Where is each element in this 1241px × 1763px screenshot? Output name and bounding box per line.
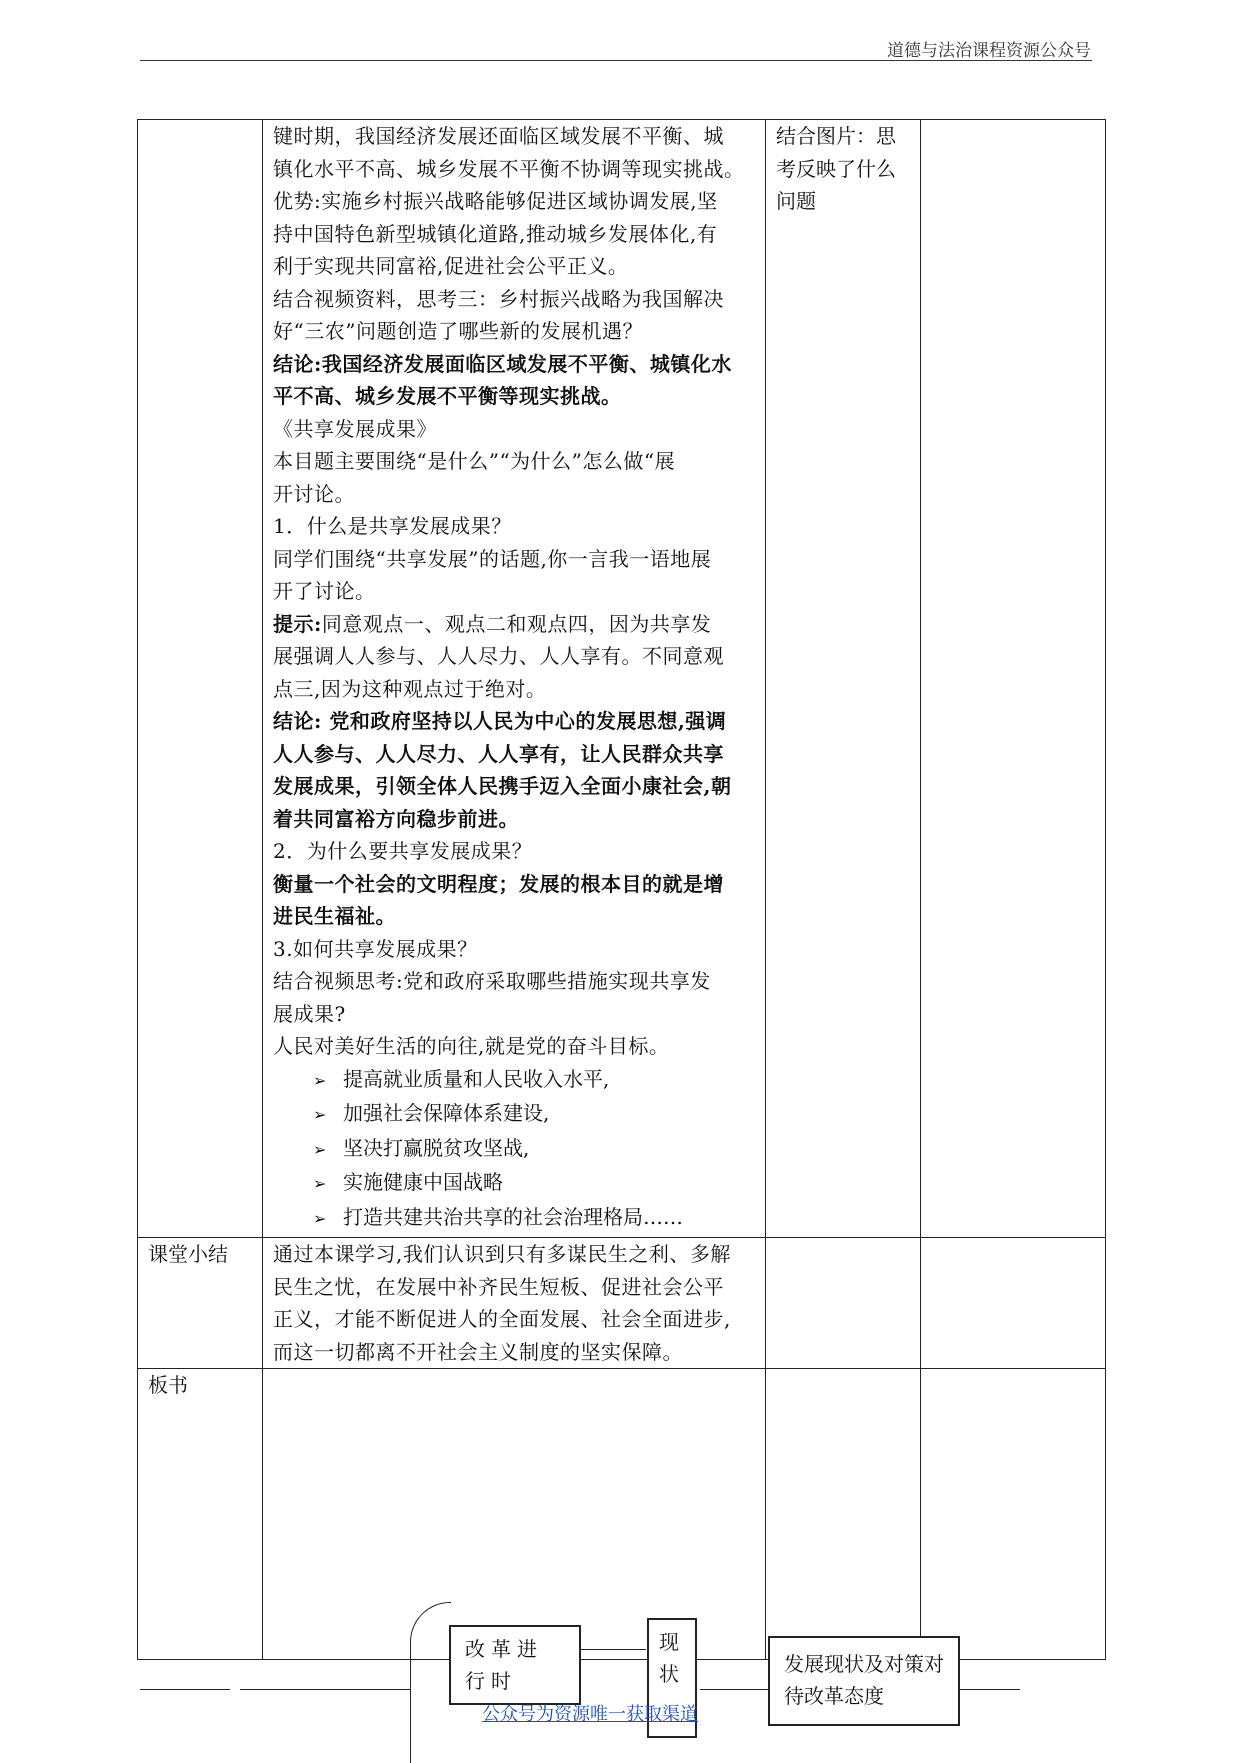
content-line: 《共享发展成果》	[273, 416, 437, 441]
header-source-label: 道德与法治课程资源公众号	[887, 41, 1091, 61]
table-row-summary	[138, 1238, 1106, 1369]
content-line: 利于实现共同富裕,促进社会公平正义。	[273, 254, 629, 278]
content-line: 进民生福祉。	[273, 904, 396, 928]
content-line: 2．为什么要共享发展成果？	[273, 839, 533, 863]
content-line: 优势:实施乡村振兴战略能够促进区域协调发展,坚	[273, 189, 718, 213]
summary-line: 正义，才能不断促进人的全面发展、社会全面进步,	[273, 1307, 731, 1331]
hint-label: 提示:	[273, 611, 322, 636]
content-line: 结合视频资料，思考三：乡村振兴战略为我国解决	[273, 286, 724, 311]
content-line: 平不高、城乡发展不平衡等现实挑战。	[273, 384, 622, 408]
content-line: 1．什么是共享发展成果？	[273, 514, 512, 538]
arrow-bullet-icon: ➢	[313, 1105, 327, 1124]
list-item	[313, 1132, 755, 1167]
content-line: 键时期，我国经济发展还面临区域发展不平衡、城	[273, 124, 724, 148]
list-item-text: 加强社会保障体系建设,	[343, 1101, 550, 1125]
lesson-plan-table	[137, 119, 1106, 1660]
content-line: 开了讨论。	[273, 579, 376, 603]
content-line: 着共同富裕方向稳步前进。	[273, 806, 519, 831]
summary-note-cell	[766, 1238, 921, 1369]
content-line: 发展成果，引领全体人民携手迈入全面小康社会,朝	[273, 774, 732, 798]
content-line: 点三,因为这种观点过于绝对。	[273, 676, 547, 701]
summary-content-cell	[263, 1238, 766, 1369]
arrow-bullet-icon: ➢	[313, 1208, 327, 1228]
row1-label-cell	[138, 120, 263, 1238]
board-box-strategy-text: 发展现状及对策对待改革态度	[784, 1652, 944, 1708]
list-item-text: 打造共建共治共享的社会治理格局……	[343, 1204, 683, 1229]
list-item-text: 提高就业质量和人民收入水平,	[343, 1066, 610, 1091]
footer-source-link[interactable]: 公众号为资源唯一获取渠道	[482, 1704, 698, 1725]
content-line: 开讨论。	[273, 481, 355, 506]
row1-content-cell	[263, 120, 766, 1238]
summary-line: 而这一切都离不开社会主义制度的坚实保障。	[273, 1339, 683, 1364]
side-note: 结合图片：思考反映了什么问题	[776, 124, 896, 213]
summary-label: 课堂小结	[138, 1238, 263, 1369]
board-left-line-2	[240, 1689, 410, 1690]
content-line: 3.如何共享发展成果？	[273, 936, 478, 961]
content-line: 衡量一个社会的文明程度；发展的根本目的就是增	[273, 871, 724, 896]
board-connector-2	[700, 1689, 768, 1690]
header-divider	[140, 60, 1092, 61]
list-item	[313, 1166, 755, 1201]
board-content-cell	[263, 1369, 766, 1660]
row1-blank-cell	[921, 120, 1106, 1238]
list-item	[313, 1063, 755, 1098]
content-line: 结论: 党和政府坚持以人民为中心的发展思想,强调	[273, 709, 727, 733]
board-right-line	[960, 1689, 1020, 1690]
board-left-line	[140, 1689, 230, 1690]
arrow-bullet-icon: ➢	[313, 1174, 327, 1193]
board-connector	[580, 1649, 646, 1650]
content-line: 人民对美好生活的向往,就是党的奋斗目标。	[273, 1034, 670, 1058]
table-row-teaching-process	[138, 120, 1106, 1238]
hint-text: 同意观点一、观点二和观点四，因为共享发	[321, 611, 712, 636]
board-bracket-curve	[410, 1602, 451, 1763]
content-line: 展成果?	[273, 1001, 346, 1026]
content-line: 展强调人人参与、人人尽力、人人享有。不同意观	[273, 644, 724, 668]
row1-note-cell	[766, 120, 921, 1238]
list-item-text: 实施健康中国战略	[343, 1170, 503, 1194]
content-line: 本目题主要围绕“是什么”“为什么”怎么做“展	[273, 449, 676, 473]
summary-blank-cell	[921, 1238, 1106, 1369]
summary-line: 民生之忧，在发展中补齐民生短板、促进社会公平	[273, 1274, 724, 1299]
content-line	[273, 608, 755, 641]
arrow-bullet-icon: ➢	[313, 1070, 327, 1090]
content-line: 结合视频思考:党和政府采取哪些措施实现共享发	[273, 969, 711, 993]
arrow-bullet-icon: ➢	[313, 1139, 327, 1159]
board-blank-cell	[921, 1369, 1106, 1660]
content-line: 持中国特色新型城镇化道路,推动城乡发展体化,有	[273, 221, 718, 246]
list-item-text: 坚决打赢脱贫攻坚战,	[343, 1135, 530, 1160]
board-box-strategy	[768, 1636, 960, 1726]
board-label: 板书	[138, 1369, 263, 1660]
content-line: 同学们围绕“共享发展”的话题,你一言我一语地展	[273, 546, 712, 571]
board-note-cell	[766, 1369, 921, 1660]
content-line: 结论:我国经济发展面临区域发展不平衡、城镇化水	[273, 351, 732, 376]
list-item	[313, 1097, 755, 1132]
board-box-reform	[449, 1625, 581, 1705]
content-lines	[273, 120, 755, 1063]
board-box-reform-text: 改革进行时	[465, 1637, 543, 1693]
list-item	[313, 1201, 755, 1236]
board-box-status-text: 现状	[659, 1630, 679, 1686]
summary-line: 通过本课学习,我们认识到只有多谋民生之利、多解	[273, 1242, 731, 1266]
content-line: 好“三农”问题创造了哪些新的发展机遇？	[273, 319, 643, 343]
content-line: 人人参与、人人尽力、人人享有，让人民群众共享	[273, 741, 724, 766]
table-row-board	[138, 1369, 1106, 1660]
measures-list	[273, 1063, 755, 1236]
content-line: 镇化水平不高、城乡发展不平衡不协调等现实挑战。	[273, 156, 745, 181]
